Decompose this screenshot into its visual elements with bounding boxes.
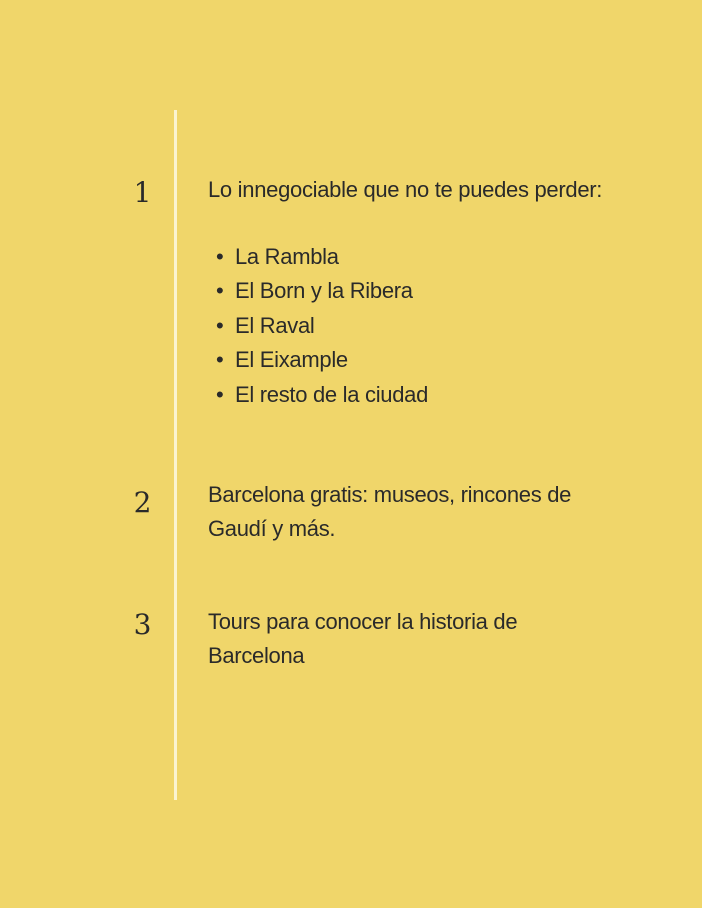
item-title-1: Lo innegociable que no te puedes perder: (208, 177, 603, 202)
list-item-label: El resto de la ciudad (235, 381, 429, 407)
bullet-icon: • (216, 381, 224, 407)
list-item (216, 309, 428, 343)
bullet-icon: • (216, 312, 224, 338)
item-number-2: 2 (133, 486, 152, 519)
list-item (216, 343, 428, 377)
item-title-3: Tours para conocer la historia de Barcelona (208, 609, 518, 668)
list-item-label: El Born y la Ribera (235, 278, 413, 304)
bullet-icon: • (216, 244, 224, 269)
list-item (216, 240, 428, 274)
list-item-label: El Raval (235, 312, 315, 338)
list-item (216, 274, 428, 308)
bullet-list (216, 240, 428, 412)
list-item (216, 378, 428, 412)
bullet-icon: • (216, 347, 224, 373)
item-number-3: 3 (133, 608, 152, 641)
bullet-icon: • (216, 278, 224, 304)
item-title-2: Barcelona gratis: museos, rincones de Gaudí y más. (208, 482, 572, 541)
list-item-label: La Rambla (235, 244, 339, 269)
list-item-label: El Eixample (235, 347, 348, 373)
item-number-1: 1 (133, 176, 152, 209)
vertical-divider (174, 110, 177, 800)
